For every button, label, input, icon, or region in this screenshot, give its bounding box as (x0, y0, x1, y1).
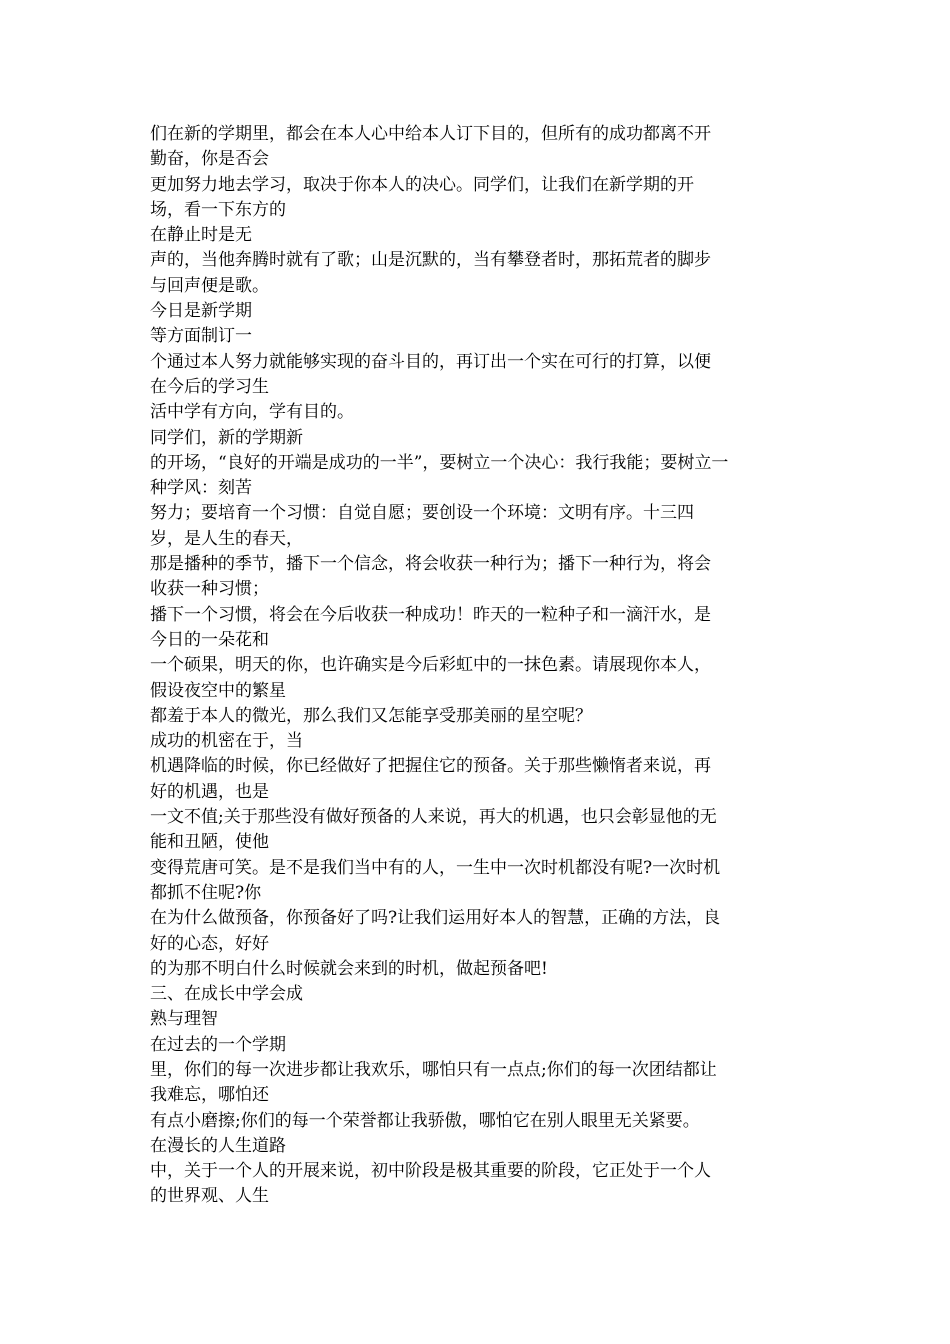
text-line: 里，你们的每一次进步都让我欢乐，哪怕只有一点点;你们的每一次团结都让 (150, 1059, 717, 1080)
text-line: 中，关于一个人的开展来说，初中阶段是极其重要的阶段，它正处于一个人 (150, 1161, 711, 1182)
text-line: 种学风：刻苦 (150, 478, 252, 499)
body-text (150, 122, 810, 1210)
text-line: 努力；要培育一个习惯：自觉自愿；要创设一个环境：文明有序。十三四 (150, 503, 694, 524)
text-line: 我难忘，哪怕还 (150, 1085, 269, 1106)
text-line: 同学们，新的学期新 (150, 427, 303, 448)
text-line: 一个硕果，明天的你，也许确实是今后彩虹中的一抹色素。请展现你本人， (150, 655, 711, 676)
text-line: 有点小磨擦;你们的每一个荣誉都让我骄傲，哪怕它在别人眼里无关紧要。 (150, 1110, 700, 1131)
text-line: 在今后的学习生 (150, 376, 269, 397)
text-line: 收获一种习惯； (150, 579, 269, 600)
text-line: 能和丑陋，使他 (150, 832, 269, 853)
section-heading: 熟与理智 (150, 1009, 218, 1030)
text-line: 场，看一下东方的 (150, 199, 286, 220)
text-line: 活中学有方向，学有目的。 (150, 402, 354, 423)
text-line: 成功的机密在于，当 (150, 731, 303, 752)
text-line: 岁，是人生的春天， (150, 528, 303, 549)
text-line: 一文不值;关于那些没有做好预备的人来说，再大的机遇，也只会彰显他的无 (150, 807, 717, 828)
text-line: 机遇降临的时候，你已经做好了把握住它的预备。关于那些懒惰者来说，再 (150, 756, 711, 777)
text-line: 的为那不明白什么时候就会来到的时机，做起预备吧! (150, 958, 548, 979)
text-line: 好的机遇，也是 (150, 781, 269, 802)
text-line: 在漫长的人生道路 (150, 1135, 286, 1156)
text-line: 都羞于本人的微光，那么我们又怎能享受那美丽的星空呢？ (150, 705, 592, 726)
text-line: 勤奋，你是否会 (150, 149, 269, 170)
text-line: 播下一个习惯，将会在今后收获一种成功！昨天的一粒种子和一滴汗水，是 (150, 604, 711, 625)
text-line: 变得荒唐可笑。是不是我们当中有的人，一生中一次时机都没有呢?一次时机 (150, 857, 721, 878)
text-line: 更加努力地去学习，取决于你本人的决心。同学们，让我们在新学期的开 (150, 174, 694, 195)
text-line: 今日的一朵花和 (150, 629, 269, 650)
text-line: 个通过本人努力就能够实现的奋斗目的，再订出一个实在可行的打算，以便 (150, 351, 711, 372)
text-line: 都抓不住呢?你 (150, 882, 262, 903)
text-line: 在过去的一个学期 (150, 1034, 286, 1055)
section-heading: 三、在成长中学会成 (150, 984, 303, 1005)
text-line: 今日是新学期 (150, 301, 252, 322)
text-line: 在为什么做预备，你预备好了吗?让我们运用好本人的智慧，正确的方法，良 (150, 908, 721, 929)
text-line: 好的心态，好好 (150, 933, 269, 954)
text-line: 那是播种的季节，播下一个信念，将会收获一种行为；播下一种行为，将会 (150, 554, 711, 575)
text-line: 的开场，“良好的开端是成功的一半”，要树立一个决心：我行我能；要树立一 (150, 452, 729, 473)
text-line: 与回声便是歌。 (150, 275, 269, 296)
text-line: 们在新的学期里，都会在本人心中给本人订下目的，但所有的成功都离不开 (150, 124, 711, 144)
text-line: 在静止时是无 (150, 225, 252, 246)
text-line: 的世界观、人生 (150, 1186, 269, 1207)
text-line: 等方面制订一 (150, 326, 252, 347)
text-line: 假设夜空中的繁星 (150, 680, 286, 701)
text-line: 声的，当他奔腾时就有了歌；山是沉默的，当有攀登者时，那拓荒者的脚步 (150, 250, 711, 271)
